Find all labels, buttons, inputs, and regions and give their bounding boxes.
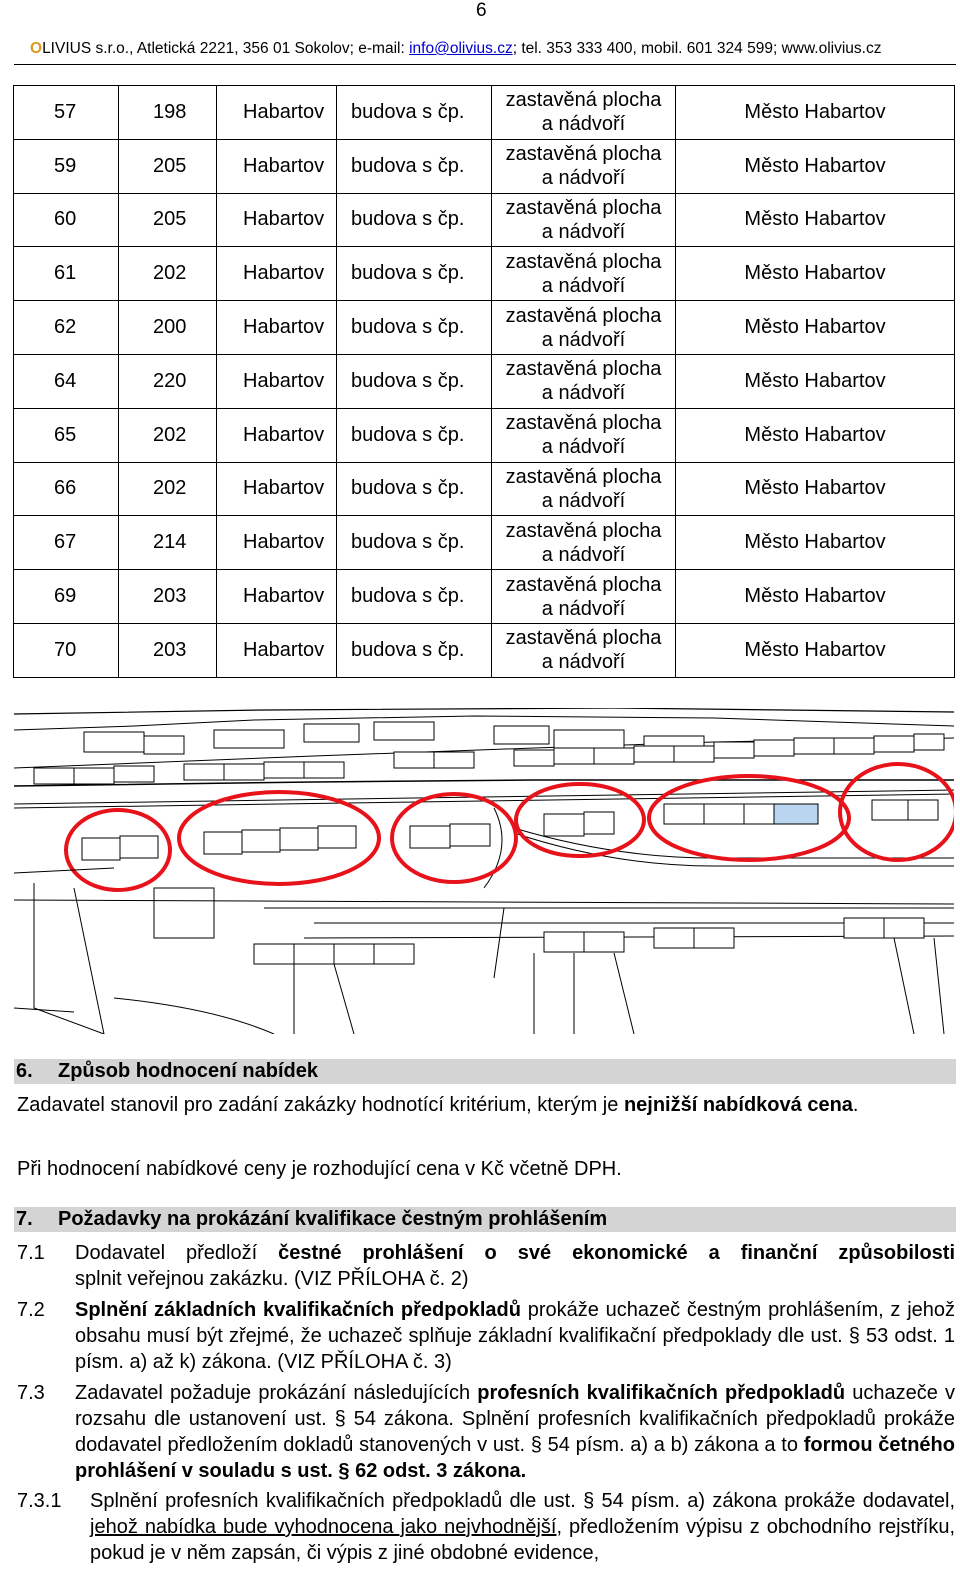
land-use [492, 408, 676, 462]
table-row [14, 462, 955, 516]
item-7-2 [17, 1297, 955, 1375]
land-use-line-1: zastavěná plocha [505, 412, 662, 435]
email-link[interactable]: info@olivius.cz [409, 40, 513, 57]
section-6-number: 6. [16, 1060, 33, 1082]
parcel-type: budova s čp. [337, 516, 492, 570]
section-6-title: Způsob hodnocení nabídek [58, 1060, 318, 1082]
land-use [492, 623, 676, 677]
owner: Město Habartov [676, 354, 955, 408]
parcel-number: 60 [14, 193, 119, 247]
land-use-line-1: zastavěná plocha [505, 143, 662, 166]
section-6-paragraph-2: Při hodnocení nabídkové ceny je rozhodující cena v Kč včetně DPH. [17, 1158, 622, 1180]
land-use-line-1: zastavěná plocha [505, 250, 662, 273]
land-use-line-1: zastavěná plocha [505, 89, 662, 112]
item-7-3-1-number: 7.3.1 [17, 1490, 62, 1512]
parcel-number: 65 [14, 408, 119, 462]
land-use-line-2: a nádvoří [541, 597, 626, 620]
cadastral-area: Habartov [217, 570, 337, 624]
cadastral-area: Habartov [217, 462, 337, 516]
parcel-type: budova s čp. [337, 570, 492, 624]
section-6-paragraph-1 [17, 1092, 953, 1118]
table-row [14, 86, 955, 140]
parcel-table-body [14, 86, 955, 678]
item-7-1-bold: čestné prohlášení o své ekonomické a finanční způsobilosti [278, 1242, 956, 1264]
land-use-line-2: a nádvoří [541, 489, 626, 512]
item-7-3-text-2: uchazeče v rozsahu dle ustanovení ust. § 54 zákona. Splnění profesních kvalifikačních předpokladů prokáže dodavatel předložením dokladů stanovených v ust. § 54 písm. a) a b) zákona a to [75, 1382, 956, 1456]
item-7-3-bold-2: formou četného prohlášení v souladu s ust. § 62 odst. 3 zákona. [75, 1434, 955, 1482]
section-6-heading [14, 1059, 956, 1084]
land-use-line-2: a nádvoří [541, 274, 626, 297]
land-use-line-1: zastavěná plocha [505, 304, 662, 327]
parcel-number: 69 [14, 570, 119, 624]
table-row [14, 408, 955, 462]
land-use-line-2: a nádvoří [541, 167, 626, 190]
land-use [492, 570, 676, 624]
item-7-3-text: Zadavatel požaduje prokázání následujících [75, 1382, 478, 1404]
land-use-line-1: zastavěná plocha [505, 627, 662, 650]
land-use [492, 462, 676, 516]
owner: Město Habartov [676, 623, 955, 677]
land-use-line-2: a nádvoří [541, 651, 626, 674]
parcel-number: 67 [14, 516, 119, 570]
cadastral-map-drawing [14, 708, 954, 1034]
land-use-line-2: a nádvoří [541, 382, 626, 405]
section-6-p1-text: Zadavatel stanovil pro zadání zakázky hodnotící kritérium, kterým je [17, 1094, 624, 1116]
table-row [14, 354, 955, 408]
item-7-1-line-1 [75, 1240, 955, 1266]
parcel-id: 202 [119, 247, 217, 301]
item-7-1-text: Dodavatel předloží [75, 1242, 279, 1264]
owner: Město Habartov [676, 139, 955, 193]
item-7-2-text: prokáže uchazeč čestným prohlášením, z jehož obsahu musí být zřejmé, že uchazeč splňuje základní kvalifikační předpoklady dle ust. § 53 odst. 1 písm. a) až k) zákona. (VIZ PŘÍLOHA č. 3) [75, 1299, 956, 1373]
section-6-p1-end: . [852, 1094, 859, 1116]
table-row [14, 193, 955, 247]
cadastral-map [14, 708, 954, 1034]
land-use [492, 193, 676, 247]
land-use-line-1: zastavěná plocha [505, 196, 662, 219]
brand-letter: O [30, 40, 43, 57]
item-7-1-line-2: splnit veřejnou zakázku. (VIZ PŘÍLOHA č. 2) [75, 1268, 469, 1290]
land-use-line-2: a nádvoří [541, 113, 626, 136]
parcel-type: budova s čp. [337, 408, 492, 462]
land-use-line-1: zastavěná plocha [505, 519, 662, 542]
item-7-3-1 [17, 1488, 955, 1566]
item-7-3-number: 7.3 [17, 1382, 45, 1404]
owner: Město Habartov [676, 462, 955, 516]
cadastral-area: Habartov [217, 623, 337, 677]
parcel-number: 66 [14, 462, 119, 516]
cadastral-area: Habartov [217, 301, 337, 355]
table-row [14, 623, 955, 677]
parcel-type: budova s čp. [337, 86, 492, 140]
parcel-id: 202 [119, 408, 217, 462]
parcel-number: 57 [14, 86, 119, 140]
land-use [492, 86, 676, 140]
parcel-id: 205 [119, 139, 217, 193]
cadastral-area: Habartov [217, 516, 337, 570]
parcel-id: 202 [119, 462, 217, 516]
section-7-title: Požadavky na prokázání kvalifikace čestným prohlášením [58, 1208, 608, 1230]
table-row [14, 139, 955, 193]
item-7-3-1-underlined: jehož nabídka bude vyhodnocena jako nejvhodnější [90, 1516, 557, 1538]
item-7-3-1-text-2: , předložením výpisu z obchodního rejstříku, pokud je v něm zapsán, či výpis z jiné obdobné evidence, [90, 1516, 955, 1564]
item-7-2-bold: Splnění základních kvalifikačních předpokladů [75, 1299, 521, 1321]
parcel-id: 220 [119, 354, 217, 408]
company-header [30, 40, 882, 58]
table-row [14, 247, 955, 301]
parcel-type: budova s čp. [337, 193, 492, 247]
land-use [492, 139, 676, 193]
land-use [492, 301, 676, 355]
cadastral-area: Habartov [217, 408, 337, 462]
cadastral-area: Habartov [217, 193, 337, 247]
cadastral-area: Habartov [217, 247, 337, 301]
parcel-type: budova s čp. [337, 301, 492, 355]
land-use-line-2: a nádvoří [541, 328, 626, 351]
land-use-line-1: zastavěná plocha [505, 573, 662, 596]
owner: Město Habartov [676, 570, 955, 624]
cadastral-area: Habartov [217, 86, 337, 140]
website-text: www.olivius.cz [781, 40, 882, 57]
section-6-p1-bold: nejnižší nabídková cena [623, 1094, 853, 1116]
parcel-type: budova s čp. [337, 462, 492, 516]
parcel-number: 59 [14, 139, 119, 193]
parcel-id: 203 [119, 570, 217, 624]
item-7-2-number: 7.2 [17, 1299, 45, 1321]
land-use [492, 516, 676, 570]
land-use-line-2: a nádvoří [541, 220, 626, 243]
owner: Město Habartov [676, 86, 955, 140]
parcel-number: 62 [14, 301, 119, 355]
company-phones: ; tel. 353 333 400, mobil. 601 324 599; [512, 40, 782, 57]
land-use-line-2: a nádvoří [541, 436, 626, 459]
section-7-number: 7. [16, 1208, 33, 1230]
cadastral-area: Habartov [217, 354, 337, 408]
owner: Město Habartov [676, 516, 955, 570]
company-address: LIVIUS s.r.o., Atletická 2221, 356 01 Sokolov; e-mail: [42, 40, 410, 57]
parcel-number: 61 [14, 247, 119, 301]
table-row [14, 301, 955, 355]
parcel-number: 64 [14, 354, 119, 408]
item-7-3-1-text: Splnění profesních kvalifikačních předpokladů dle ust. § 54 písm. a) zákona prokáže dodavatel, [90, 1490, 955, 1512]
owner: Město Habartov [676, 301, 955, 355]
page-number: 6 [476, 0, 487, 21]
parcel-id: 203 [119, 623, 217, 677]
parcel-id: 198 [119, 86, 217, 140]
parcel-id: 200 [119, 301, 217, 355]
parcel-id: 214 [119, 516, 217, 570]
parcel-type: budova s čp. [337, 354, 492, 408]
owner: Město Habartov [676, 193, 955, 247]
section-7-heading [14, 1207, 956, 1232]
item-7-3 [17, 1380, 955, 1484]
parcel-table [13, 85, 955, 678]
item-7-3-bold: profesních kvalifikačních předpokladů [477, 1382, 846, 1404]
parcel-id: 205 [119, 193, 217, 247]
land-use [492, 354, 676, 408]
land-use-line-1: zastavěná plocha [505, 358, 662, 381]
parcel-type: budova s čp. [337, 623, 492, 677]
parcel-type: budova s čp. [337, 139, 492, 193]
header-divider [14, 64, 956, 65]
owner: Město Habartov [676, 408, 955, 462]
owner: Město Habartov [676, 247, 955, 301]
parcel-type: budova s čp. [337, 247, 492, 301]
land-use-line-2: a nádvoří [541, 543, 626, 566]
item-7-1 [17, 1240, 955, 1292]
table-row [14, 516, 955, 570]
land-use [492, 247, 676, 301]
parcel-number: 70 [14, 623, 119, 677]
item-7-1-number: 7.1 [17, 1242, 45, 1264]
table-row [14, 570, 955, 624]
cadastral-area: Habartov [217, 139, 337, 193]
land-use-line-1: zastavěná plocha [505, 465, 662, 488]
